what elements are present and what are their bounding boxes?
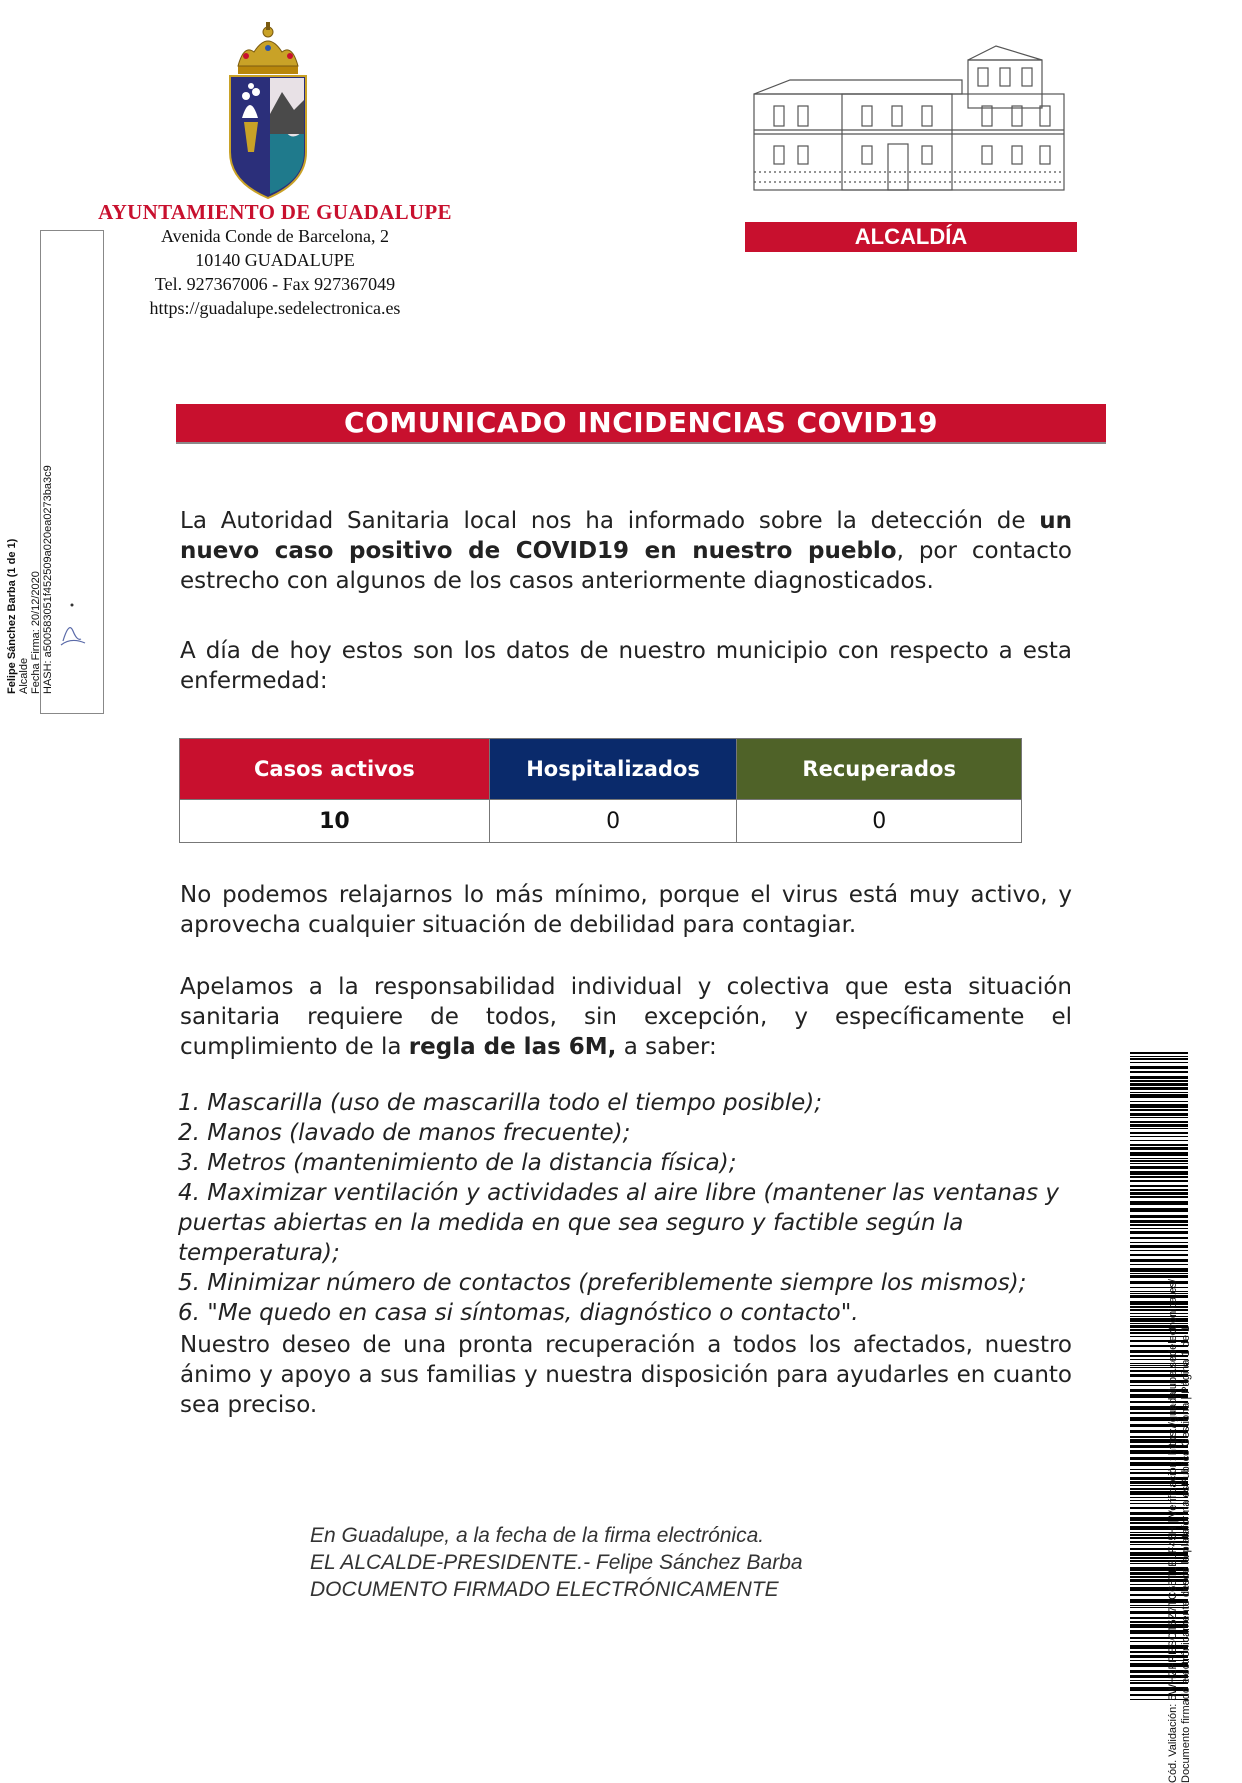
signoff-block (310, 1522, 870, 1603)
signoff-place-date: En Guadalupe, a la fecha de la firma electrónica. (310, 1524, 765, 1547)
handwritten-signature (55, 601, 89, 651)
validation-platform: Documento firmado electrónicamente desde la plataforma esPublico Gestiona | Página 1 de 1 (1180, 1325, 1192, 1783)
warning-paragraph: No podemos relajarnos lo más mínimo, porque el virus está muy activo, y aprovecha cualquier situación de debilidad para contagiar. (180, 882, 1072, 938)
document-title: COMUNICADO INCIDENCIAS COVID19 (176, 404, 1106, 442)
town-hall-building-illustration (750, 42, 1072, 202)
signature-hash: HASH: a500583051f452509a020ea0273ba3c9 (42, 465, 54, 694)
header-active-cases: Casos activos (180, 739, 490, 800)
closing-paragraph: Nuestro deseo de una pronta recuperación a todos los afectados, nuestro ánimo y apoyo a sus familias y nuestra disposición para ayudarles en cuanto sea preciso. (180, 1332, 1072, 1418)
address-line-2: 10140 GUADALUPE (195, 250, 355, 270)
list-item: 3. Metros (mantenimiento de la distancia física); (178, 1150, 737, 1176)
intro-paragraph (180, 506, 1072, 596)
table-header-row (180, 739, 1022, 800)
appeal-paragraph (180, 972, 1072, 1062)
intro-text: La Autoridad Sanitaria local nos ha informado sobre la detección de (180, 508, 1040, 534)
signer-role: Alcalde (18, 657, 30, 694)
covid-stats-table (179, 738, 1022, 843)
appeal-text-end: a saber: (616, 1034, 717, 1060)
list-item: 2. Manos (lavado de manos frecuente); (178, 1120, 631, 1146)
table-row (180, 800, 1022, 843)
signature-date: Fecha Firma: 20/12/2020 (30, 571, 42, 694)
signature-details (6, 254, 54, 694)
value-active-cases: 10 (180, 800, 490, 843)
signoff-signed-note: DOCUMENTO FIRMADO ELECTRÓNICAMENTE (310, 1578, 779, 1601)
value-hospitalized: 0 (489, 800, 737, 843)
appeal-bold: regla de las 6M, (408, 1034, 617, 1060)
list-item: 6. "Me quedo en casa si síntomas, diagnóstico o contacto". (178, 1300, 859, 1326)
header-hospitalized: Hospitalizados (489, 739, 737, 800)
website: https://guadalupe.sedelectronica.es (149, 298, 401, 318)
signer-name: Felipe Sánchez Barba (1 de 1) (6, 538, 18, 694)
list-item: 4. Maximizar ventilación y actividades al aire libre (mantener las ventanas y puertas abiertas en la medida en que sea seguro y factible según la temperatura); (178, 1180, 1059, 1266)
signoff-signer: EL ALCALDE-PRESIDENTE.- Felipe Sánchez Barba (310, 1551, 803, 1574)
header-recovered: Recuperados (737, 739, 1022, 800)
data-intro-paragraph: A día de hoy estos son los datos de nuestro municipio con respecto a esta enfermedad: (180, 638, 1072, 694)
list-item: 1. Mascarilla (uso de mascarilla todo el tiempo posible); (178, 1090, 822, 1116)
phone-fax: Tel. 927367006 - Fax 927367049 (154, 274, 396, 294)
validation-text (1167, 1023, 1193, 1783)
list-item: 5. Minimizar número de contactos (preferiblemente siempre los mismos); (178, 1270, 1027, 1296)
intro-text-end: , por contacto estrecho con algunos de los casos anteriormente diagnosticados. (180, 538, 1073, 594)
address-line-1: Avenida Conde de Barcelona, 2 (160, 226, 390, 246)
organization-name: AYUNTAMIENTO DE GUADALUPE (98, 200, 452, 224)
value-recovered: 0 (737, 800, 1022, 843)
rules-list (178, 1088, 1098, 1328)
appeal-text: Apelamos a la responsabilidad individual y colectiva que esta situación sanitaria requiere de todos, sin excepción, y específicamente el cumplimiento de la (180, 974, 1072, 1060)
department-banner: ALCALDÍA (745, 222, 1077, 252)
coat-of-arms-logo (224, 22, 312, 200)
intro-bold: un nuevo caso positivo de COVID19 en nuestro pueblo (180, 508, 1072, 564)
validation-code: Cód. Validación: 5WHZFRESCT5Z7TC65TLELF45H | Verificación: https://guadalupe.sedelectronica.es/ (1167, 1278, 1179, 1783)
